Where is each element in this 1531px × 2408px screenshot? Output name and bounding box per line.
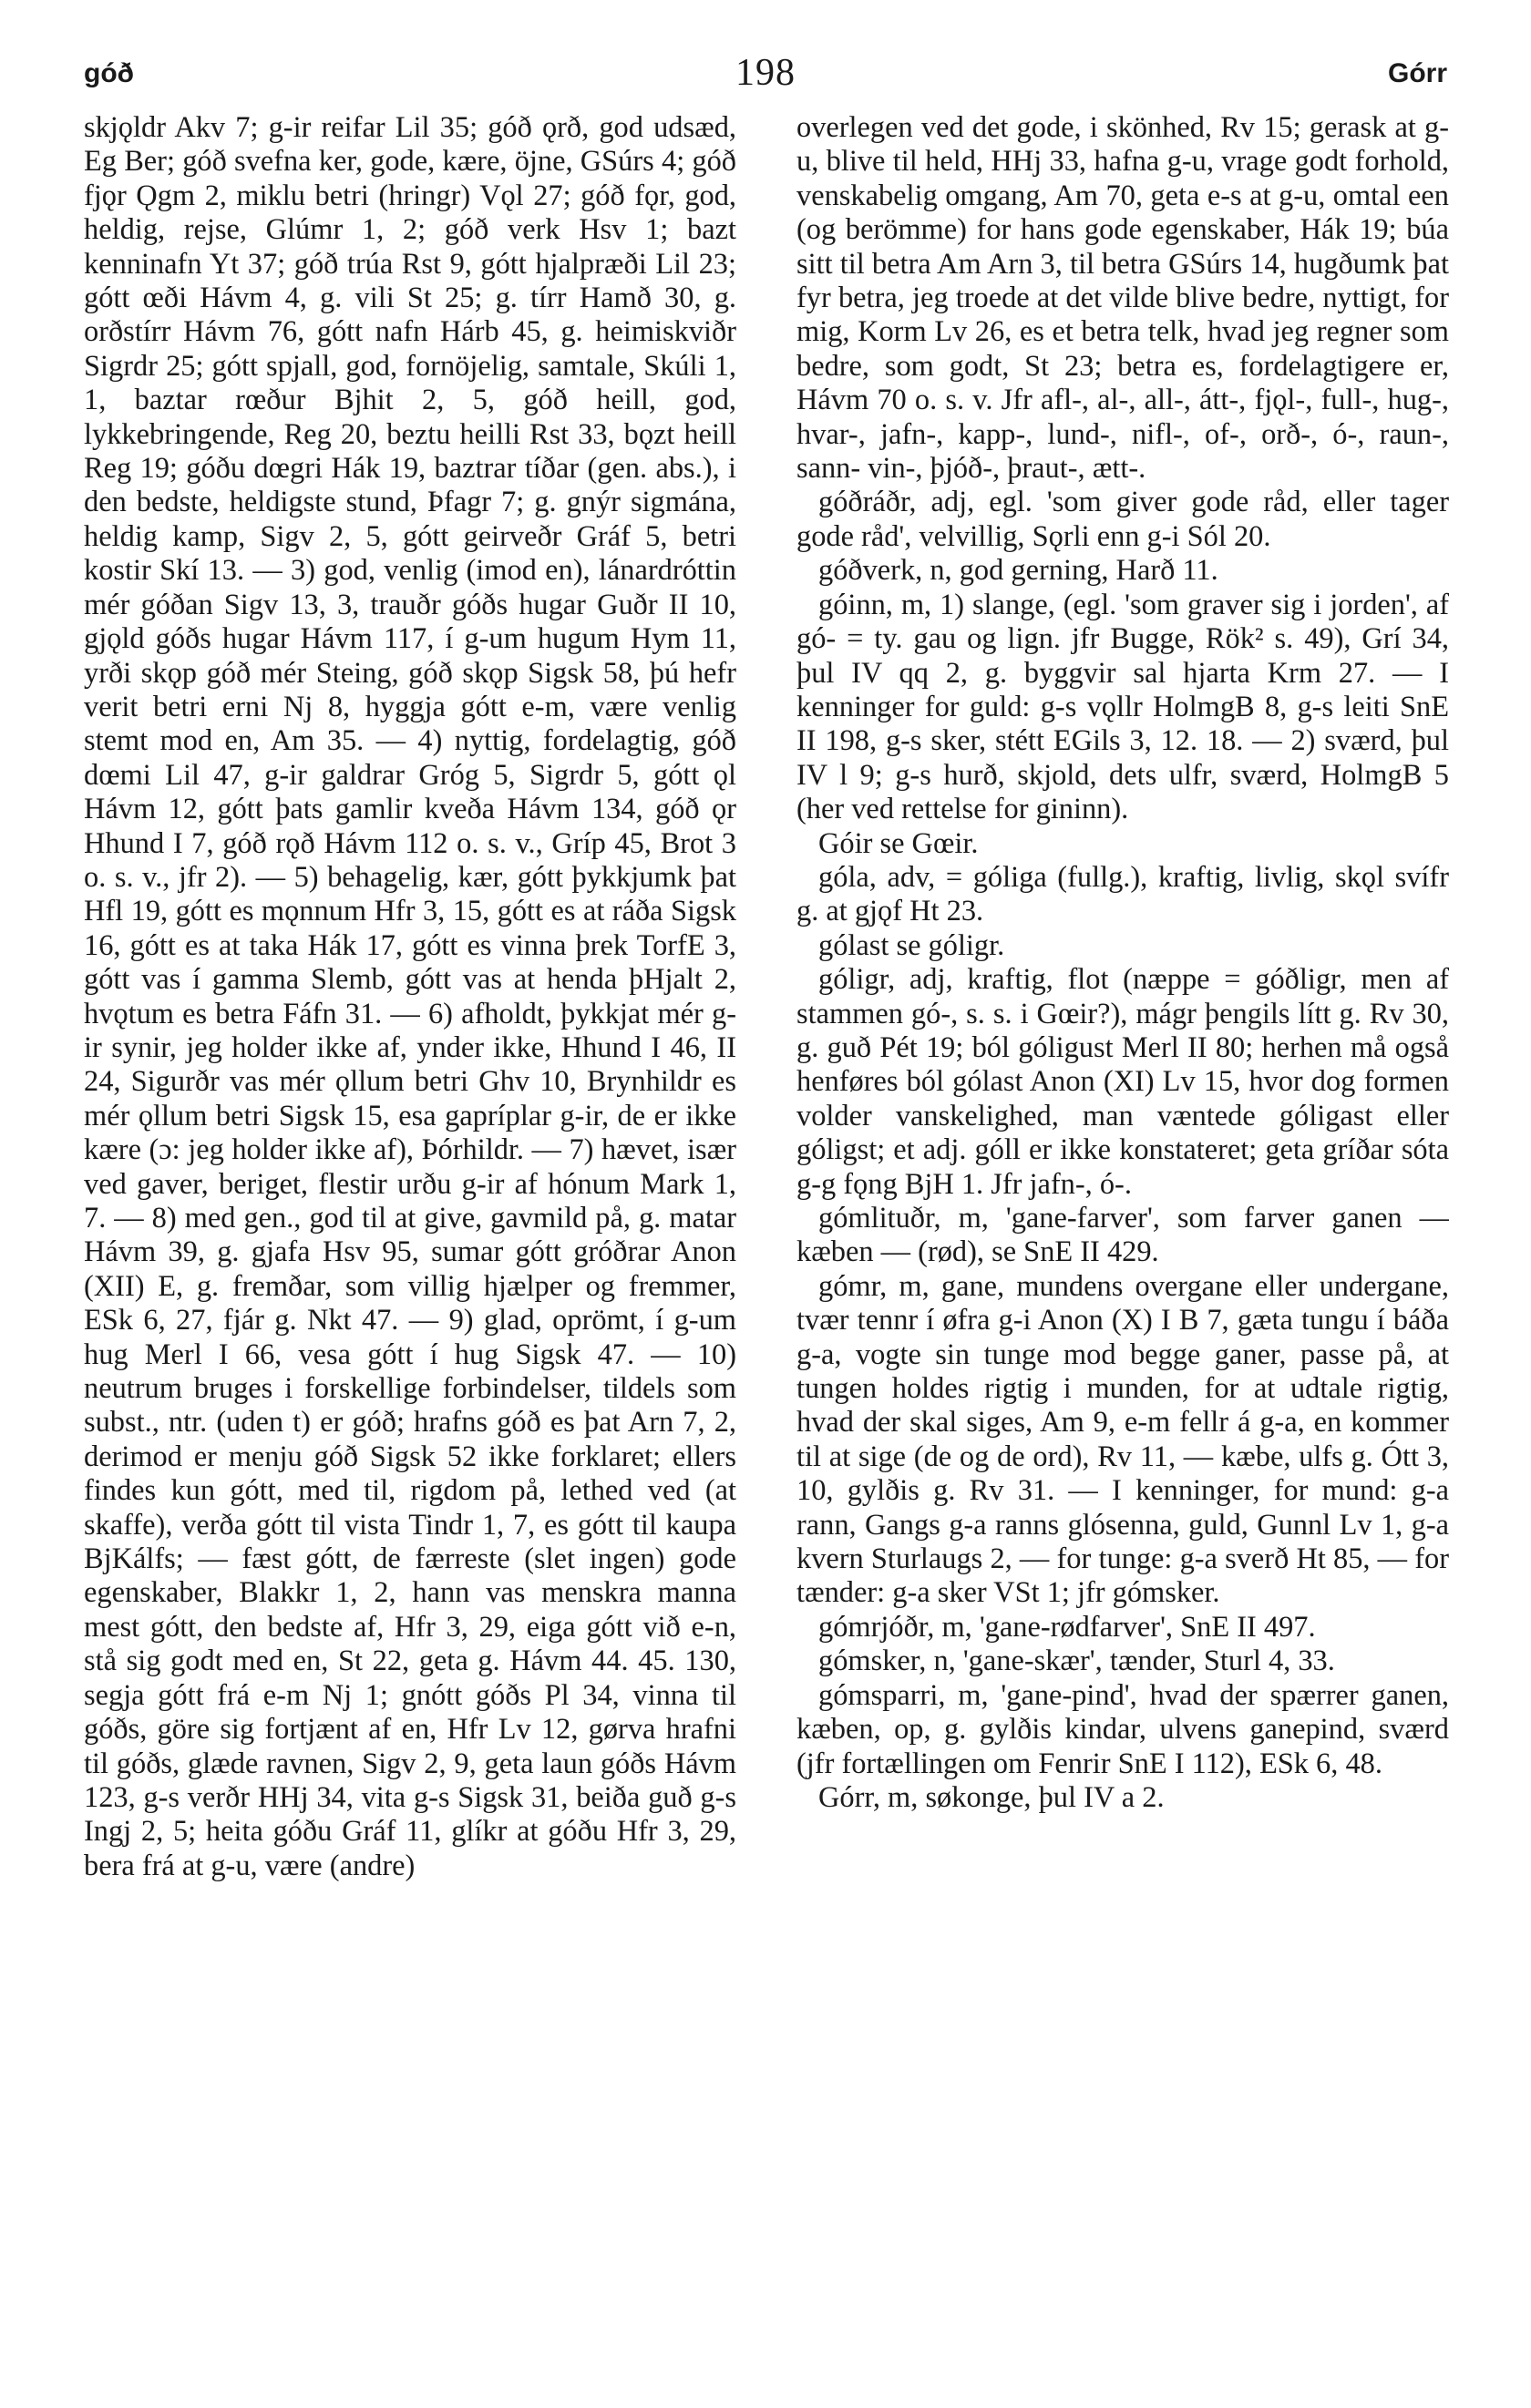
entry-gomsker: gómsker, n, 'gane-skær', tænder, Sturl 4, 33.	[818, 1645, 1335, 1678]
entry-godradr: góðráðr, adj, egl. 'som giver gode råd, eller tager gode råd', velvillig, Sǫrli enn g-i Sól 20.	[796, 486, 1449, 553]
entry-golast: gólast se góligr.	[818, 928, 1005, 962]
entry-continuation: skjǫldr Akv 7; g-ir reifar Lil 35; góð ǫrð, god udsæd, Eg Ber; góð svefna ker, gode, kære, öjne, GSúrs 4; góð fjǫr Ǫgm 2, miklu betri (hringr) Vǫl 27; góð fǫr, god, heldig, rejse, Glúmr 1, 2; góð verk Hsv 1; bazt kenninafn Yt 37; góð trúa Rst 9, gótt hjalpræði Lil 23; gótt œði Hávm 4, g. vili St 25; g. tírr Hamð 30, g. orðstírr Hávm 76, gótt nafn Hárb 45, g. heimiskviðr Sigrdr 25; gótt spjall, god, fornöjelig, samtale, Skúli 1, 1, baztar rœður Bjhit 2, 5, góð heill, god, lykkebringende, Reg 20, beztu heilli Rst 33, bǫzt heill Reg 19; góðu dœgri Hák 19, baztrar tíðar (gen. abs.), i den bedste, heldigste stund, Þfagr 7; g. gnýr sigmána, heldig kamp, Sigv 2, 5, gótt geirveðr Gráf 5, betri kostir Skí 13. — 3) god, venlig (imod en), lánardróttin mér góðan Sigv 13, 3, trauðr góðs hugar Guðr II 10, gjǫld góðs hugar Hávm 117, í g-um hugum Hym 11, yrði skǫp góð mér Steing, góð skǫp Sigsk 58, þú hefr verit betri erni Nj 8, hyggja gótt e-m, være venlig stemt mod en, Am 35. — 4) nyttig, fordelagtig, góð dœmi Lil 47, g-ir galdrar Gróg 5, Sigrdr 5, gótt ǫl Hávm 12, gótt þats gamlir kveða Hávm 134, góð ǫr Hhund I 7, góð rǫð Hávm 112 o. s. v., Gríp 45, Brot 3 o. s. v., jfr 2). — 5) behagelig, kær, gótt þykkjumk þat Hfl 19, gótt es mǫnnum Hfr 3, 15, gótt es at ráða Sigsk 16, gótt es at taka Hák 17, gótt es vinna þrek TorfE 3, gótt vas í gamma Slemb, gótt vas at henda þHjalt 2, hvǫtum es betra Fáfn 31. — 6) afholdt, þykkjat mér g-ir synir, jeg holder ikke af, ynder ikke, Hhund I 46, II 24, Sigurðr vas mér ǫllum betri Ghv 10, Brynhildr es mér ǫllum betri Sigsk 15, esa gapríplar g-ir, de er ikke kære (ɔ: jeg holder ikke af), Þórhildr. — 7) hævet, især ved gaver, beriget, flestir urðu g-ir af hónum Mark 1, 7. — 8) med gen., god til at give, gavmild på, g. matar Hávm 39, g. gjafa Hsv 95, sumar gótt gróðrar Anon (XII) E, g. fremðar, som villig hjælper og fremmer, ESk 6, 27, fjár g. Nkt 47. — 9) glad, oprömt, í g-um hug Merl I 66, vesa gótt í hug Sigsk 47. — 10) neutrum bruges i forskellige forbindelser, tildels som subst., ntr. (uden t) er góð; hrafns góð es þat Arn 7, 2, derimod er menju góð Sigsk 52 ikke forklaret; ellers findes kun gótt, med til, rigdom på, lethed ved (at skaffe), verða gótt til vista Tindr 1, 7, es gótt til kaupa BjKálfs; — fæst gótt, de færreste (slet ingen) gode egenskaber, Blakkr 1, 2, hann vas menskra manna mest gótt, den bedste af, Hfr 3, 29, eiga gótt við e-n, stå sig godt med en, St 22, geta g. Hávm 44. 45. 130, segja gótt frá e-m Nj 1; gnótt góðs Pl 34, vinna til góðs, göre sig fortjænt af en, Hfr Lv 12, gørva hrafni til góðs, glæde ravnen, Sigv 2, 9, geta laun góðs Hávm 123, g-s verðr HHj 34, vita g-s Sigsk 31, beiða guð g-s Ingj 2, 5; heita góðu Gráf 11, glíkr at góðu Hfr 3, 29, bera frá at g-u, være (andre)	[84, 111, 736, 1882]
entry-goligr: góligr, adj, kraftig, flot (næppe = góðligr, men af stammen gó-, s. s. i Gœir?), mágr þengils lítt g. Rv 30, g. guð Pét 19; ból góligust Merl II 80; herhen må også henføres ból gólast Anon (XI) Lv 15, hvor dog formen volder vanskelighed, man væntede góligast eller góligst; et adj. góll er ikke konstateret; geta gríðar sóta g-g fǫng BjH 1. Jfr jafn-, ó-.	[796, 963, 1449, 1201]
entry-gomsparri: gómsparri, m, 'gane-pind', hvad der spærrer ganen, kæben, op, g. gylðis kindar, ulvens ganepind, sværd (jfr fortællingen om Fenrir SnE I 112), ESk 6, 48.	[796, 1678, 1449, 1780]
entry-continuation: overlegen ved det gode, i skönhed, Rv 15; gerask at g-u, blive til held, HHj 33, hafna g-u, vrage godt forhold, venskabelig omgang, Am 70, geta e-s at g-u, omtal een (og berömme) for hans gode egenskaber, Hák 19; búa sitt til betra Am Arn 3, til betra GSúrs 14, hugðumk þat fyr betra, jeg troede at det vilde blive bedre, nyttigt, for mig, Korm Lv 26, es et betra telk, hvad jeg regner som bedre, som godt, St 23; betra es, fordelagtigere er, Hávm 70 o. s. v. Jfr afl-, al-, all-, átt-, fjǫl-, full-, hug-, hvar-, jafn-, kapp-, lund-, nifl-, of-, orð-, ó-, raun-, sann- vin-, þjóð-, þraut-, ætt-.	[796, 111, 1449, 486]
page-header	[84, 51, 1447, 106]
left-column	[84, 111, 736, 2362]
entry-gomlitudr: gómlituðr, m, 'gane-farver', som farver ganen — kæben — (rød), se SnE II 429.	[796, 1202, 1449, 1269]
entry-godverk: góðverk, n, god gerning, Harð 11.	[818, 554, 1218, 588]
header-left-headword: góð	[84, 58, 134, 88]
page-number: 198	[735, 52, 796, 94]
entry-gola: góla, adv, = góliga (fullg.), kraftig, livlig, skǫl svífr g. at gjǫf Ht 23.	[796, 860, 1449, 928]
right-column	[796, 111, 1449, 2362]
entry-gomr: gómr, m, gane, mundens overgane eller undergane, tvær tennr í øfra g-i Anon (X) I B 7, gæta tungu í báða g-a, vogte sin tunge mod begge ganer, passe på, at tungen holdes rigtig i munden, for at udtale rigtig, hvad der skal siges, Am 9, e-m fellr á g-a, en kommer til at sige (de og de ord), Rv 11, — kæbe, ulfs g. Ótt 3, 10, gylðis g. Rv 31. — I kenninger, for mund: g-a rann, Gangs g-a ranns glósenna, guld, Gunnl Lv 1, g-a kvern Sturlaugs 2, — for tunge: g-a sverð Ht 85, — for tænder: g-a sker VSt 1; jfr gómsker.	[796, 1269, 1449, 1610]
entry-goinn: góinn, m, 1) slange, (egl. 'som graver sig i jorden', af gó- = ty. gau og lign. jfr Bugge, Rök² s. 49), Grí 34, þul IV qq 2, g. byggvir sal hjarta Krm 27. — I kenninger for guld: g-s vǫllr HolmgB 8, g-s leiti SnE II 198, g-s sker, stétt EGils 3, 12. 18. — 2) sværd, þul IV l 9; g-s hurð, skjold, dets ulfr, sværd, HolmgB 5 (her ved rettelse for gininn).	[796, 588, 1449, 826]
entry-goir: Góir se Gœir.	[818, 826, 979, 860]
entry-gorr: Górr, m, søkonge, þul IV a 2.	[818, 1780, 1165, 1814]
header-right-headword: Górr	[1387, 58, 1447, 88]
entry-gomrjodr: gómrjóðr, m, 'gane-rødfarver', SnE II 497.	[818, 1610, 1316, 1644]
